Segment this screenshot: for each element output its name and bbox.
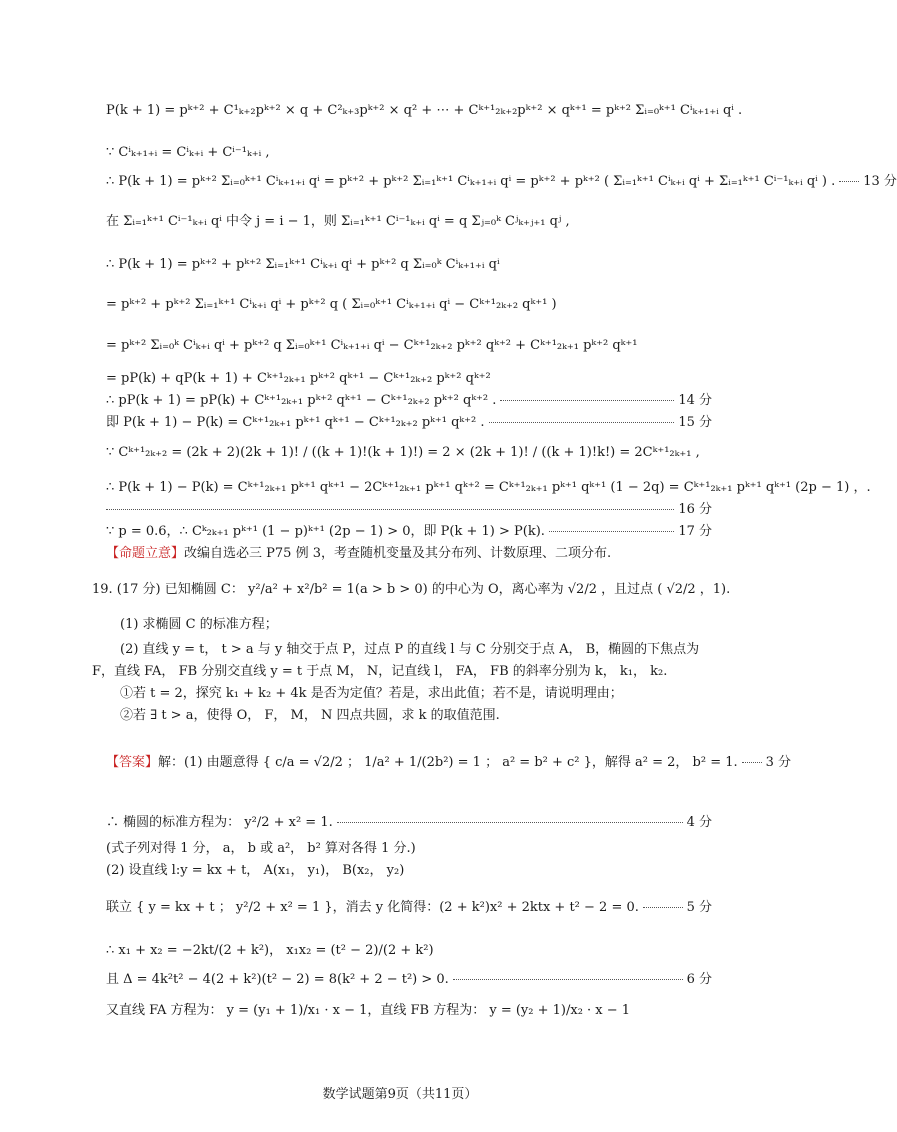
score-label: 15 分 [678, 415, 712, 430]
proof-line-3 [106, 174, 897, 190]
proof-text: = pᵏ⁺² Σᵢ₌₀ᵏ Cⁱₖ₊ᵢ qⁱ + pᵏ⁺² q Σᵢ₌₀ᵏ⁺¹ Cⁱₖ₊₁₊ᵢ qⁱ − Cᵏ⁺¹₂ₖ₊₂ pᵏ⁺² qᵏ⁺² + Cᵏ⁺¹₂ₖ₊₁ pᵏ⁺² qᵏ⁺¹ [106, 338, 638, 353]
answer-line-7 [106, 972, 712, 988]
q19-part2b-text: F，直线 FA， FB 分别交直线 y = t 于点 M， N，记直线 l， FA， FB 的斜率分别为 k， k₁， k₂. [92, 664, 668, 679]
proof-text: ∵ Cᵏ⁺¹₂ₖ₊₂ = (2k + 2)(2k + 1)! / ((k + 1)!(k + 1)!) = 2 × (2k + 1)! / ((k + 1)!k!) = 2Cᵏ⁺¹₂ₖ₊₁ , [106, 445, 700, 460]
q19-sub2-text: ②若 ∃ t > a，使得 O， F， M， N 四点共圆，求 k 的取值范围. [120, 708, 500, 723]
proof-line-13 [106, 502, 712, 518]
intent-tag: 【命题立意】 [106, 546, 185, 561]
answer-text: 且 Δ = 4k²t² − 4(2 + k²)(t² − 2) = 8(k² + 2 − t²) > 0. [106, 972, 449, 987]
answer-line-8 [106, 1003, 712, 1019]
answer-line-3 [106, 841, 712, 857]
answer-line-5 [106, 900, 712, 916]
answer-line-1 [106, 755, 792, 771]
dot-leader [106, 509, 674, 510]
dot-leader [549, 531, 674, 532]
proof-text: ∴ P(k + 1) − P(k) = Cᵏ⁺¹₂ₖ₊₁ pᵏ⁺¹ qᵏ⁺¹ − 2Cᵏ⁺¹₂ₖ₊₁ pᵏ⁺¹ qᵏ⁺² = Cᵏ⁺¹₂ₖ₊₁ pᵏ⁺¹ qᵏ⁺¹ (1 − 2q) = Cᵏ⁺¹₂ₖ₊₁ pᵏ⁺¹ qᵏ⁺¹ (2p − 1) ，. [106, 480, 871, 495]
proof-line-4 [106, 214, 712, 230]
answer-line-6 [106, 943, 712, 959]
intent-text: 改编自选必三 P75 例 3，考查随机变量及其分布列、计数原理、二项分布. [184, 546, 612, 561]
proof-text: 在 Σᵢ₌₁ᵏ⁺¹ Cⁱ⁻¹ₖ₊ᵢ qⁱ 中令 j = i − 1，则 Σᵢ₌₁ᵏ⁺¹ Cⁱ⁻¹ₖ₊ᵢ qⁱ = q Σⱼ₌₀ᵏ Cʲₖ₊ⱼ₊₁ qʲ , [106, 214, 570, 229]
score-label: 14 分 [678, 393, 712, 408]
proof-line-8 [106, 371, 712, 387]
q19-part1 [120, 617, 712, 633]
proof-line-6 [106, 297, 712, 313]
q19-sub1-text: ①若 t = 2，探究 k₁ + k₂ + 4k 是否为定值？若是，求出此值；若不是，请说明理由； [120, 686, 623, 701]
page-footer: 数学试题第9页（共11页） [322, 1087, 478, 1102]
score-label: 16 分 [678, 502, 712, 517]
score-label: 13 分 [863, 174, 897, 189]
proof-text: 即 P(k + 1) − P(k) = Cᵏ⁺¹₂ₖ₊₁ pᵏ⁺¹ qᵏ⁺¹ − Cᵏ⁺¹₂ₖ₊₂ pᵏ⁺¹ qᵏ⁺² . [106, 415, 485, 430]
proof-text: P(k + 1) = pᵏ⁺² + C¹ₖ₊₂pᵏ⁺² × q + C²ₖ₊₃pᵏ⁺² × q² + ⋯ + Cᵏ⁺¹₂ₖ₊₂pᵏ⁺² × qᵏ⁺¹ = pᵏ⁺² Σᵢ₌₀ᵏ⁺¹ Cⁱₖ₊₁₊ᵢ qⁱ . [106, 103, 743, 118]
answer-text: (式子列对得 1 分， a， b 或 a²， b² 算对各得 1 分.) [106, 841, 416, 856]
proof-line-12 [106, 480, 871, 496]
q19-sub1 [120, 686, 712, 702]
answer-line-2 [106, 815, 712, 831]
q19-part2b [92, 664, 712, 680]
proof-text: ∴ P(k + 1) = pᵏ⁺² Σᵢ₌₀ᵏ⁺¹ Cⁱₖ₊₁₊ᵢ qⁱ = pᵏ⁺² + pᵏ⁺² Σᵢ₌₁ᵏ⁺¹ Cⁱₖ₊₁₊ᵢ qⁱ = pᵏ⁺² + pᵏ⁺² ( Σᵢ₌₁ᵏ⁺¹ Cⁱₖ₊ᵢ qⁱ + Σᵢ₌₁ᵏ⁺¹ Cⁱ⁻¹ₖ₊ᵢ qⁱ ) . [106, 174, 836, 189]
dot-leader [453, 979, 683, 980]
proof-text: ∴ P(k + 1) = pᵏ⁺² + pᵏ⁺² Σᵢ₌₁ᵏ⁺¹ Cⁱₖ₊ᵢ qⁱ + pᵏ⁺² q Σᵢ₌₀ᵏ Cⁱₖ₊₁₊ᵢ qⁱ [106, 257, 500, 272]
proof-text: = pP(k) + qP(k + 1) + Cᵏ⁺¹₂ₖ₊₁ pᵏ⁺² qᵏ⁺¹ − Cᵏ⁺¹₂ₖ₊₂ pᵏ⁺² qᵏ⁺² [106, 371, 491, 386]
q19-part1-text: (1) 求椭圆 C 的标准方程； [120, 617, 278, 632]
q19-part2a [120, 642, 712, 658]
proof-line-14 [106, 524, 712, 540]
score-label: 4 分 [686, 815, 712, 830]
proof-line-9 [106, 393, 712, 409]
score-label: 17 分 [678, 524, 712, 539]
answer-text: 解：(1) 由题意得 { c/a = √2/2 ； 1/a² + 1/(2b²) = 1 ； a² = b² + c² }，解得 a² = 2， b² = 1. [158, 755, 738, 770]
q19-head [92, 582, 731, 598]
proof-line-5 [106, 257, 712, 273]
intent-line [106, 546, 712, 562]
proof-line-2 [106, 145, 712, 161]
q19-part2a-text: (2) 直线 y = t， t > a 与 y 轴交于点 P，过点 P 的直线 l 与 C 分别交于点 A， B，椭圆的下焦点为 [120, 642, 700, 657]
dot-leader [643, 907, 683, 908]
proof-text: ∵ p = 0.6，∴ Cᵏ₂ₖ₊₁ pᵏ⁺¹ (1 − p)ᵏ⁺¹ (2p − 1) > 0，即 P(k + 1) > P(k). [106, 524, 545, 539]
answer-text: (2) 设直线 l:y = kx + t， A(x₁， y₁)， B(x₂， y₂) [106, 863, 405, 878]
proof-line-1 [106, 103, 743, 119]
answer-text: ∴ x₁ + x₂ = −2kt/(2 + k²)， x₁x₂ = (t² − 2)/(2 + k²) [106, 943, 434, 958]
q19-sub2 [120, 708, 712, 724]
q19-head-text: 19. (17 分) 已知椭圆 C： y²/a² + x²/b² = 1(a > b > 0) 的中心为 O，离心率为 √2/2 ，且过点 ( √2/2 ，1). [92, 582, 731, 597]
answer-text: 联立 { y = kx + t ； y²/2 + x² = 1 }，消去 y 化简得：(2 + k²)x² + 2ktx + t² − 2 = 0. [106, 900, 639, 915]
proof-line-11 [106, 445, 712, 461]
proof-text: ∴ pP(k + 1) = pP(k) + Cᵏ⁺¹₂ₖ₊₁ pᵏ⁺² qᵏ⁺¹ − Cᵏ⁺¹₂ₖ₊₂ pᵏ⁺² qᵏ⁺² . [106, 393, 497, 408]
answer-text: ∴ 椭圆的标准方程为： y²/2 + x² = 1. [106, 815, 333, 830]
score-label: 3 分 [765, 755, 792, 770]
score-label: 5 分 [686, 900, 712, 915]
dot-leader [489, 422, 675, 423]
proof-line-7 [106, 338, 712, 354]
proof-text: = pᵏ⁺² + pᵏ⁺² Σᵢ₌₁ᵏ⁺¹ Cⁱₖ₊ᵢ qⁱ + pᵏ⁺² q ( Σᵢ₌₀ᵏ⁺¹ Cⁱₖ₊₁₊ᵢ qⁱ − Cᵏ⁺¹₂ₖ₊₂ qᵏ⁺¹ ) [106, 297, 557, 312]
dot-leader [500, 400, 674, 401]
dot-leader [337, 822, 683, 823]
answer-line-4 [106, 863, 712, 879]
dot-leader [742, 762, 762, 763]
dot-leader [839, 181, 859, 182]
answer-text: 又直线 FA 方程为： y = (y₁ + 1)/x₁ · x − 1，直线 FB 方程为： y = (y₂ + 1)/x₂ · x − 1 [106, 1003, 631, 1018]
score-label: 6 分 [686, 972, 712, 987]
proof-line-10 [106, 415, 712, 431]
answer-tag: 【答案】 [106, 755, 159, 770]
proof-text: ∵ Cⁱₖ₊₁₊ᵢ = Cⁱₖ₊ᵢ + Cⁱ⁻¹ₖ₊ᵢ , [106, 145, 270, 160]
